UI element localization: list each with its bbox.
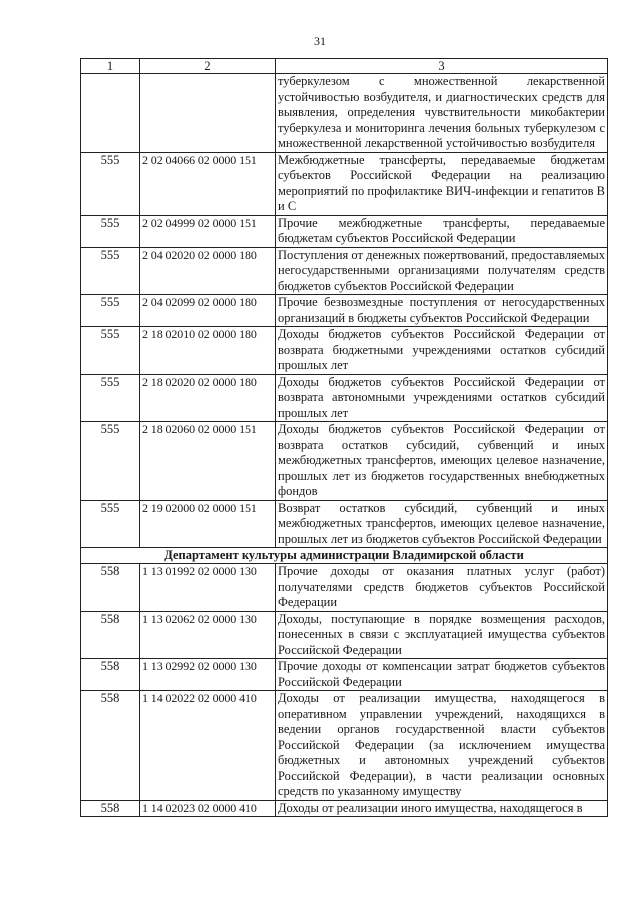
description-cell: Доходы бюджетов субъектов Российской Федерации от возврата бюджетными учреждениями остатков субсидий прошлых лет xyxy=(276,327,608,375)
table-row xyxy=(81,295,608,327)
table-row xyxy=(81,215,608,247)
description-cell: Доходы от реализации иного имущества, находящегося в xyxy=(276,800,608,817)
admin-code-cell: 558 xyxy=(81,564,140,612)
admin-code-cell: 558 xyxy=(81,691,140,801)
budget-code-cell: 2 18 02020 02 0000 180 xyxy=(140,374,276,422)
column-header-3: 3 xyxy=(276,59,608,74)
budget-code-cell: 2 04 02099 02 0000 180 xyxy=(140,295,276,327)
budget-code-cell: 1 13 01992 02 0000 130 xyxy=(140,564,276,612)
admin-code-cell: 555 xyxy=(81,247,140,295)
admin-code-cell: 558 xyxy=(81,611,140,659)
admin-code-cell: 555 xyxy=(81,374,140,422)
description-cell: Поступления от денежных пожертвований, предоставляемых негосударственными организациями получателям средств бюджетов субъектов Российской Федерации xyxy=(276,247,608,295)
description-cell: Прочие безвозмездные поступления от негосударственных организаций в бюджеты субъектов Российской Федерации xyxy=(276,295,608,327)
budget-code-cell: 2 19 02000 02 0000 151 xyxy=(140,500,276,548)
admin-code-cell: 555 xyxy=(81,422,140,501)
table-row xyxy=(81,247,608,295)
description-cell: туберкулезом с множественной лекарственной устойчивостью возбудителя, и диагностических средств для выявления, определения чувствительности микобактерии туберкулеза и мониторинга лечения больных туберкулезом с множественной лекарственной устойчивостью возбудителя xyxy=(276,74,608,153)
admin-code-cell: 558 xyxy=(81,800,140,817)
table-row xyxy=(81,611,608,659)
admin-code-cell: 555 xyxy=(81,500,140,548)
description-cell: Доходы бюджетов субъектов Российской Федерации от возврата автономными учреждениями остатков субсидий прошлых лет xyxy=(276,374,608,422)
table-row xyxy=(81,800,608,817)
table-row xyxy=(81,691,608,801)
table-row xyxy=(81,374,608,422)
budget-code-cell: 2 18 02060 02 0000 151 xyxy=(140,422,276,501)
admin-code-cell: 555 xyxy=(81,152,140,215)
budget-code-cell: 2 04 02020 02 0000 180 xyxy=(140,247,276,295)
page-number: 31 xyxy=(314,34,326,48)
column-header-1: 1 xyxy=(81,59,140,74)
table-header-row xyxy=(81,59,608,74)
budget-code-cell: 2 18 02010 02 0000 180 xyxy=(140,327,276,375)
table-row xyxy=(81,74,608,153)
table-row xyxy=(81,500,608,548)
budget-code-cell: 1 13 02992 02 0000 130 xyxy=(140,659,276,691)
budget-code-cell xyxy=(140,74,276,153)
admin-code-cell: 555 xyxy=(81,295,140,327)
description-cell: Доходы, поступающие в порядке возмещения расходов, понесенных в связи с эксплуатацией имущества субъектов Российской Федерации xyxy=(276,611,608,659)
description-cell: Возврат остатков субсидий, субвенций и иных межбюджетных трансфертов, имеющих целевое назначение, прошлых лет из бюджетов субъектов Российской Федерации xyxy=(276,500,608,548)
table-row xyxy=(81,152,608,215)
budget-code-cell: 2 02 04999 02 0000 151 xyxy=(140,215,276,247)
column-header-2: 2 xyxy=(140,59,276,74)
description-cell: Доходы бюджетов субъектов Российской Федерации от возврата остатков субсидий, субвенций и иных межбюджетных трансфертов, имеющих целевое назначение, прошлых лет из бюджетов государственных внебюджетных фондов xyxy=(276,422,608,501)
description-cell: Прочие доходы от компенсации затрат бюджетов субъектов Российской Федерации xyxy=(276,659,608,691)
table-row xyxy=(81,659,608,691)
description-cell: Прочие межбюджетные трансферты, передаваемые бюджетам субъектов Российской Федерации xyxy=(276,215,608,247)
table-row xyxy=(81,422,608,501)
budget-code-cell: 1 14 02023 02 0000 410 xyxy=(140,800,276,817)
admin-code-cell: 555 xyxy=(81,327,140,375)
admin-code-cell xyxy=(81,74,140,153)
section-header-row xyxy=(81,548,608,564)
budget-code-cell: 1 13 02062 02 0000 130 xyxy=(140,611,276,659)
budget-code-cell: 2 02 04066 02 0000 151 xyxy=(140,152,276,215)
budget-code-cell: 1 14 02022 02 0000 410 xyxy=(140,691,276,801)
table-row xyxy=(81,564,608,612)
table-row xyxy=(81,327,608,375)
revenue-codes-table xyxy=(80,58,608,817)
admin-code-cell: 555 xyxy=(81,215,140,247)
description-cell: Доходы от реализации имущества, находящегося в оперативном управлении учреждений, находящихся в ведении органов государственной власти субъектов Российской Федерации (за исключением имущества бюджетных и автономных учреждений субъектов Российской Федерации), в части реализации основных средств по указанному имуществу xyxy=(276,691,608,801)
section-title: Департамент культуры администрации Владимирской области xyxy=(81,548,608,564)
admin-code-cell: 558 xyxy=(81,659,140,691)
description-cell: Прочие доходы от оказания платных услуг (работ) получателями средств бюджетов субъектов Российской Федерации xyxy=(276,564,608,612)
description-cell: Межбюджетные трансферты, передаваемые бюджетам субъектов Российской Федерации на реализацию мероприятий по профилактике ВИЧ-инфекции и гепатитов В и С xyxy=(276,152,608,215)
